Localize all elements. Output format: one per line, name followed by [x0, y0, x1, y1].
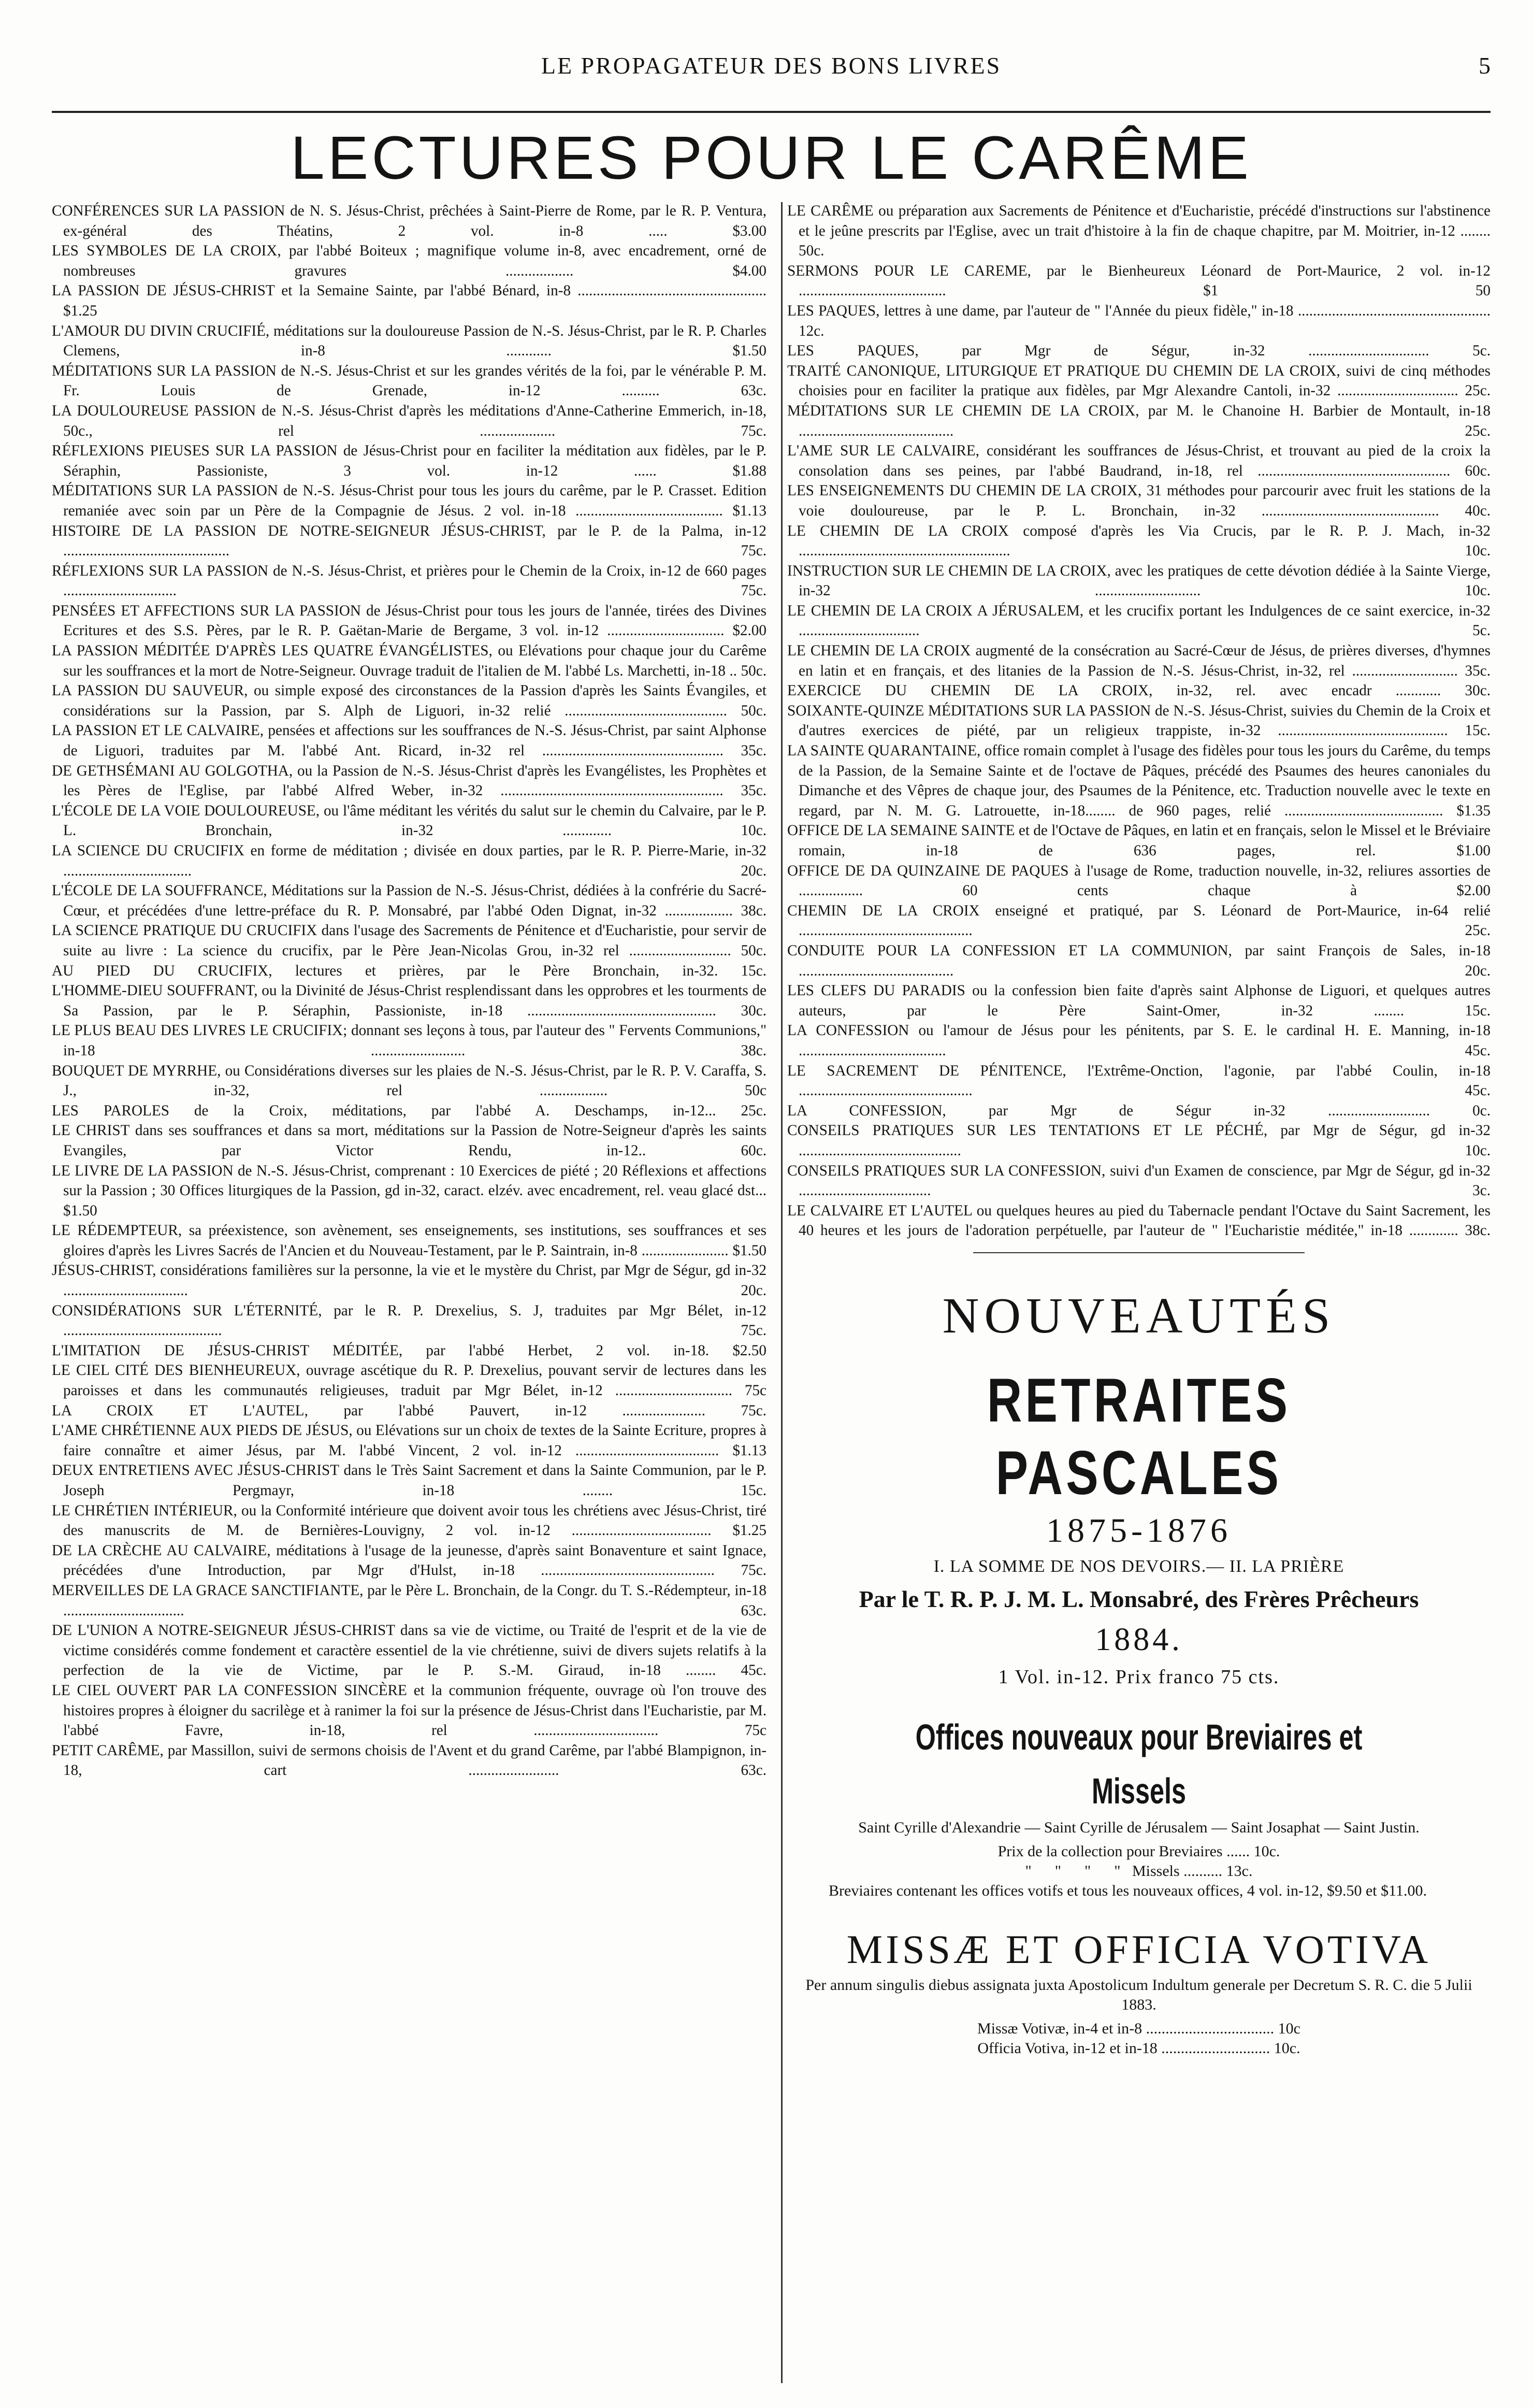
right-column-entry: OFFICE DE LA SEMAINE SAINTE et de l'Octave de Pâques, en latin et en français, selon le Missel et le Bréviaire romain, in-18 de 636 pages, rel. $1.00 [787, 822, 1491, 859]
right-column-entry: LE CALVAIRE ET L'AUTEL ou quelques heures au pied du Tabernacle pendant l'Octave du Saint Sacrement, les 40 heures et les jours de l'adoration perpétuelle, par l'auteur de " l'Eucharistie méditée," in-18 ............. 38c. [787, 1202, 1491, 1239]
left-column-entry: BOUQUET DE MYRRHE, ou Considérations diverses sur les plaies de N.-S. Jésus-Christ, par le R. P. V. Caraffa, S. J., in-32, rel .................. 50c [52, 1062, 766, 1099]
left-column-entry: LA SCIENCE PRATIQUE DU CRUCIFIX dans l'usage des Sacrements de Pénitence et d'Eucharistie, pour servir de suite au livre : La science du crucifix, par le Père Jean-Nicolas Grou, in-32 rel ........................... 50c. [52, 922, 766, 959]
left-column-entry: DE GETHSÉMANI AU GOLGOTHA, ou la Passion de N.-S. Jésus-Christ d'après les Evangélistes, les Prophètes et les Pères de l'Eglise, par l'abbé Alfred Weber, in-32 ........................................................... 35c. [52, 762, 766, 799]
left-column-entry: LA SCIENCE DU CRUCIFIX en forme de méditation ; divisée en doux parties, par le R. P. Pierre-Marie, in-32 .................................. 20c. [52, 842, 766, 879]
right-entries [787, 201, 1491, 1241]
right-column-entry: LE CHEMIN DE LA CROIX A JÉRUSALEM, et les crucifix portant les Indulgences de ce saint exercice, in-32 ................................ 5c. [787, 602, 1491, 639]
right-column-entry: TRAITÉ CANONIQUE, LITURGIQUE ET PRATIQUE DU CHEMIN DE LA CROIX, suivi de cinq méthodes choisies pour en faciliter la pratique aux fidèles, par Mgr Alexandre Cantoli, in-32 ................................ 25c. [787, 362, 1491, 399]
left-column-entry: LA DOULOUREUSE PASSION de N.-S. Jésus-Christ d'après les méditations d'Anne-Catherine Emmerich, in-18, 50c., rel .................... 75c. [52, 402, 766, 439]
separator-rule [973, 1252, 1305, 1253]
left-column-entry: MÉDITATIONS SUR LA PASSION de N.-S. Jésus-Christ et sur les grandes vérités de la foi, par le vénérable P. M. Fr. Louis de Grenade, in-12 .......... 63c. [52, 362, 766, 399]
retraites-years: 1875-1876 [1046, 1511, 1232, 1550]
left-column-entry: L'AME CHRÉTIENNE AUX PIEDS DE JÉSUS, ou Elévations sur un choix de textes de la Sainte Ecriture, propres à faire connaître et aimer Jésus, par M. l'abbé Vincent, 2 vol. in-12 ...................................... $1.13 [52, 1422, 766, 1459]
right-column-entry: L'AME SUR LE CALVAIRE, considérant les souffrances de Jésus-Christ, et trouvant au pied de la croix la consolation dans ses peines, par l'abbé Baudrand, in-18, rel ................................................... 60c. [787, 442, 1491, 479]
offices-price-breviaires: Prix de la collection pour Breviaires ...... 10c. [997, 1842, 1280, 1860]
left-column-entry: CONSIDÉRATIONS SUR L'ÉTERNITÉ, par le R. P. Drexelius, S. J, traduites par Mgr Bélet, in-12 .......................................... 75c. [52, 1302, 766, 1339]
left-column-entry: LE CIEL OUVERT PAR LA CONFESSION SINCÈRE et la communion fréquente, ouvrage où l'on trouve des histoires propres à éloigner du sacrilège et à ranimer la foi sur la présence de Jésus-Christ dans l'Eucharistie, par M. l'abbé Favre, in-18, rel ................................. 75c [52, 1682, 766, 1739]
left-column-entry: LE CIEL CITÉ DES BIENHEUREUX, ouvrage ascétique du R. P. Drexelius, pouvant servir de lectures dans les paroisses et dans les communautés religieuses, traduit par Mgr Bélet, in-12 ............................... 75c [52, 1362, 766, 1399]
offices-saints: Saint Cyrille d'Alexandrie — Saint Cyrille de Jérusalem — Saint Josaphat — Saint Justin. [858, 1818, 1420, 1836]
left-column-entry: JÉSUS-CHRIST, considérations familières sur la personne, la vie et le mystère du Christ, par Mgr de Ségur, gd in-32 ................................. 20c. [52, 1262, 766, 1299]
left-column-entry: PENSÉES ET AFFECTIONS SUR LA PASSION de Jésus-Christ pour tous les jours de l'année, tirées des Divines Ecritures et des S.S. Pères, par le R. P. Gaëtan-Marie de Bergame, 3 vol. in-12 ............................... $2.00 [52, 602, 766, 639]
left-column-entry: LA CROIX ET L'AUTEL, par l'abbé Pauvert, in-12 ...................... 75c. [52, 1402, 766, 1419]
running-title: LE PROPAGATEUR DES BONS LIVRES [541, 52, 1002, 79]
retraites-parts: I. LA SOMME DE NOS DEVOIRS.— II. LA PRIÈRE [933, 1556, 1344, 1576]
left-column-entry: LA PASSION MÉDITÉE D'APRÈS LES QUATRE ÉVANGÉLISTES, ou Elévations pour chaque jour du Carême sur les souffrances et la mort de Notre-Seigneur. Ouvrage traduit de l'italien de M. l'abbé Ls. Marchetti, in-18 .. 50c. [52, 642, 766, 679]
right-column-entry: LES CLEFS DU PARADIS ou la confession bien faite d'après saint Alphonse de Liguori, et quelques autres auteurs, par le Père Saint-Omer, in-32 ........ 15c. [787, 982, 1491, 1019]
right-column-entry: LE CARÊME ou préparation aux Sacrements de Pénitence et d'Eucharistie, précédé d'instructions sur l'abstinence et le jeûne prescrits par l'Eglise, avec un trait d'histoire à la fin de chaque chapitre, par M. Moitrier, in-12 ........ 50c. [787, 203, 1491, 260]
right-column-entry: EXERCICE DU CHEMIN DE LA CROIX, in-32, rel. avec encadr ............ 30c. [787, 682, 1491, 699]
page-number: 5 [1479, 52, 1491, 79]
right-column-entry: INSTRUCTION SUR LE CHEMIN DE LA CROIX, avec les pratiques de cette dévotion dédiée à la Sainte Vierge, in-32 ............................ 10c. [787, 562, 1491, 599]
right-column-entry: CONDUITE POUR LA CONFESSION ET LA COMMUNION, par saint François de Sales, in-18 ......................................... 20c. [787, 942, 1491, 979]
left-column-entry: LES SYMBOLES DE LA CROIX, par l'abbé Boiteux ; magnifique volume in-8, avec encadrement, orné de nombreuses gravures .................. $4.00 [52, 242, 766, 279]
missae-heading: MISSÆ ET OFFICIA VOTIVA [846, 1926, 1431, 1972]
column-divider [781, 202, 783, 2383]
left-column-entry: DE LA CRÈCHE AU CALVAIRE, méditations à l'usage de la jeunesse, d'après saint Bonaventure et saint Ignace, précédées d'une Introduction, par Mgr d'Hulst, in-18 .............................................. 75c. [52, 1542, 766, 1579]
retraites-volume-price: 1 Vol. in-12. Prix franco 75 cts. [998, 1666, 1280, 1688]
retraites-title: RETRAITES PASCALES [987, 1365, 1291, 1508]
left-column-entry: CONFÉRENCES SUR LA PASSION de N. S. Jésus-Christ, prêchées à Saint-Pierre de Rome, par le R. P. Ventura, ex-général des Théatins, 2 vol. in-8 ..... $3.00 [52, 203, 766, 239]
left-column-entry: LA PASSION DE JÉSUS-CHRIST et la Semaine Sainte, par l'abbé Bénard, in-8 .................................................. $1.25 [52, 282, 766, 319]
left-column-entry: L'HOMME-DIEU SOUFFRANT, ou la Divinité de Jésus-Christ resplendissant dans les opprobres et les tourments de Sa Passion, par le P. Séraphin, Passioniste, in-18 .................................................. 30c. [52, 982, 766, 1019]
left-column-entry: MÉDITATIONS SUR LA PASSION de N.-S. Jésus-Christ pour tous les jours du carême, par le P. Crasset. Edition remaniée avec soin par un Père de la Compagnie de Jésus. 2 vol. in-18 ....................................... $1.13 [52, 482, 766, 519]
right-column-entry: LA SAINTE QUARANTAINE, office romain complet à l'usage des fidèles pour tous les jours du Carême, du temps de la Passion, de la Semaine Sainte et de l'octave de Pâques, précédé des Psaumes des heures canoniales du Dimanche et des Vêpres de chaque jour, des Psaumes de la Pénitence, etc. Traduction nouvelle avec le texte en regard, par N. M. G. Latrouette, in-18........ de 960 pages, relié .......................................... $1.35 [787, 742, 1491, 819]
left-column-entry: DEUX ENTRETIENS AVEC JÉSUS-CHRIST dans le Très Saint Sacrement et dans la Sainte Communion, par le P. Joseph Pergmayr, in-18 ........ 15c. [52, 1462, 766, 1499]
left-column-entry: DE L'UNION A NOTRE-SEIGNEUR JÉSUS-CHRIST dans sa vie de victime, ou Traité de l'esprit et de la vie de victime considérés comme fondement et caractère essentiel de la vie chrétienne, suivi de divers sujets relatifs à la perfection de la vie de Victime, par le P. S.-M. Giraud, in-18 ........ 45c. [52, 1622, 766, 1679]
page-header [52, 50, 1491, 82]
left-column-entry: L'ÉCOLE DE LA SOUFFRANCE, Méditations sur la Passion de N.-S. Jésus-Christ, dédiées à la confrérie du Sacré-Cœur, et précédées d'une lettre-préface du R. P. Monsabré, par l'abbé Oden Dignat, in-32 .................. 38c. [52, 882, 766, 919]
right-column-entry: CHEMIN DE LA CROIX enseigné et pratiqué, par S. Léonard de Port-Maurice, in-64 relié .............................................. 25c. [787, 902, 1491, 939]
right-column-entry: LA CONFESSION ou l'amour de Jésus pour les pénitents, par S. E. le cardinal H. E. Manning, in-18 ....................................... 45c. [787, 1022, 1491, 1059]
right-column-entry: LA CONFESSION, par Mgr de Ségur in-32 ........................... 0c. [787, 1102, 1491, 1119]
right-column-entry: LE SACREMENT DE PÉNITENCE, l'Extrême-Onction, l'agonie, par l'abbé Coulin, in-18 .............................................. 45c. [787, 1062, 1491, 1099]
left-column-entry: HISTOIRE DE LA PASSION DE NOTRE-SEIGNEUR JÉSUS-CHRIST, par le P. de la Palma, in-12 ............................................ 75c. [52, 522, 766, 560]
left-column-entry: LE LIVRE DE LA PASSION de N.-S. Jésus-Christ, comprenant : 10 Exercices de piété ; 20 Réflexions et affections sur la Passion ; 30 Offices liturgiques de la Passion, gd in-32, caract. elzév. avec encadrement, rel. veau glacé dst... $1.50 [52, 1162, 766, 1219]
offices-heading: Offices nouveaux pour Breviaires et Missels [915, 1716, 1363, 1811]
left-column [52, 201, 766, 1781]
left-column-entry: LES PAROLES de la Croix, méditations, par l'abbé A. Deschamps, in-12... 25c. [52, 1102, 766, 1119]
right-column-entry: MÉDITATIONS SUR LE CHEMIN DE LA CROIX, par M. le Chanoine H. Barbier de Montault, in-18 ......................................... 25c. [787, 402, 1491, 439]
left-column-entry: LA PASSION DU SAUVEUR, ou simple exposé des circonstances de la Passion d'après les Saints Évangiles, et considérations sur la Passion, par S. Alph de Liguori, in-32 relié ........................................... 50c. [52, 682, 766, 719]
right-column-entry: CONSEILS PRATIQUES SUR LA CONFESSION, suivi d'un Examen de conscience, par Mgr de Ségur, gd in-32 ................................... 3c. [787, 1162, 1491, 1199]
right-column-entry: OFFICE DE DA QUINZAINE DE PAQUES à l'usage de Rome, traduction nouvelle, in-32, reliures assorties de ................. 60 cents chaque à $2.00 [787, 862, 1491, 899]
right-column-entry: SERMONS POUR LE CAREME, par le Bienheureux Léonard de Port-Maurice, 2 vol. in-12 ....................................... $1 50 [787, 262, 1491, 299]
right-column-entry: LE CHEMIN DE LA CROIX composé d'après les Via Crucis, par le R. P. J. Mach, in-32 ........................................................ 10c. [787, 522, 1491, 560]
missae-text: Per annum singulis diebus assignata juxta Apostolicum Indultum generale per Decretum S. R. C. die 5 Julii 1883. [805, 1976, 1472, 2013]
left-column-entry: LE PLUS BEAU DES LIVRES LE CRUCIFIX; donnant ses leçons à tous, par l'auteur des " Fervents Communions," in-18 ......................... 38c. [52, 1022, 766, 1059]
right-column-entry: CONSEILS PRATIQUES SUR LES TENTATIONS ET LE PÉCHÉ, par Mgr de Ségur, gd in-32 ........................................... 10c. [787, 1122, 1491, 1159]
missae-price-votivae: Missæ Votivæ, in-4 et in-8 ................................. 10c [977, 2019, 1300, 2037]
right-column [787, 201, 1491, 2058]
left-column-entry: MERVEILLES DE LA GRACE SANCTIFIANTE, par le Père L. Bronchain, de la Congr. du T. S.-Rédempteur, in-18 ................................ 63c. [52, 1582, 766, 1619]
retraites-year: 1884. [1095, 1622, 1183, 1657]
offices-note: Breviaires contenant les offices votifs et tous les nouveaux offices, 4 vol. in-12, $9.50 et $11.00. [829, 1882, 1427, 1899]
left-column-entry: PETIT CARÊME, par Massillon, suivi de sermons choisis de l'Avent et du grand Carême, par l'abbé Blampignon, in-18, cart ........................ 63c. [52, 1742, 766, 1779]
left-column-entry: AU PIED DU CRUCIFIX, lectures et prières, par le Père Bronchain, in-32. 15c. [52, 962, 766, 979]
retraites-author: Par le T. R. P. J. M. L. Monsabré, des Frères Prêcheurs [859, 1585, 1419, 1612]
header-rule [52, 111, 1491, 113]
nouveautes-heading: NOUVEAUTÉS [942, 1287, 1336, 1344]
left-column-entry: LE CHRÉTIEN INTÉRIEUR, ou la Conformité intérieure que doivent avoir tous les chrétiens avec Jésus-Christ, tiré des manuscrits de M. de Bernières-Louvigny, 2 vol. in-12 ..................................... $1.25 [52, 1502, 766, 1539]
offices-price-missels: " " " " Missels .......... 13c. [1025, 1862, 1253, 1880]
left-column-entry: L'IMITATION DE JÉSUS-CHRIST MÉDITÉE, par l'abbé Herbet, 2 vol. in-18. $2.50 [52, 1342, 766, 1359]
left-column-entry: LA PASSION ET LE CALVAIRE, pensées et affections sur les souffrances de N.-S. Jésus-Christ, par saint Alphonse de Liguori, traduites par M. l'abbé Ant. Ricard, in-32 rel ................................................ 35c. [52, 722, 766, 759]
left-column-entry: L'AMOUR DU DIVIN CRUCIFIÉ, méditations sur la douloureuse Passion de N.-S. Jésus-Christ, par le R. P. Charles Clemens, in-8 ............ $1.50 [52, 322, 766, 360]
left-column-entry: RÉFLEXIONS PIEUSES SUR LA PASSION de Jésus-Christ pour en faciliter la méditation aux fidèles, par le P. Séraphin, Passioniste, 3 vol. in-12 ...... $1.88 [52, 442, 766, 479]
right-column-entry: LE CHEMIN DE LA CROIX augmenté de la consécration au Sacré-Cœur de Jésus, de prières diverses, d'hymnes en latin et en français, et des litanies de la Passion de N.-S. Jésus-Christ, in-32, rel ............................ 35c. [787, 642, 1491, 679]
officia-price-votiva: Officia Votiva, in-12 et in-18 ............................ 10c. [977, 2039, 1300, 2057]
right-column-entry: SOIXANTE-QUINZE MÉDITATIONS SUR LA PASSION de N.-S. Jésus-Christ, suivies du Chemin de la Croix et d'autres exercices de piété, par un religieux trappiste, in-32 ............................................. 15c. [787, 702, 1491, 739]
right-column-entry: LES PAQUES, lettres à une dame, par l'auteur de " l'Année du pieux fidèle," in-18 ................................................... 12c. [787, 302, 1491, 339]
right-column-entry: LES PAQUES, par Mgr de Ségur, in-32 ................................ 5c. [787, 342, 1491, 360]
right-column-entry: LES ENSEIGNEMENTS DU CHEMIN DE LA CROIX, 31 méthodes pour parcourir avec fruit les stations de la voie douloureuse, par le P. L. Bronchain, in-32 ............................................... 40c. [787, 482, 1491, 519]
left-column-entry: L'ÉCOLE DE LA VOIE DOULOUREUSE, ou l'âme méditant les vérités du salut sur le chemin du Calvaire, par le P. L. Bronchain, in-32 ............. 10c. [52, 802, 766, 839]
section-title: LECTURES POUR LE CARÊME [291, 124, 1252, 192]
left-column-entry: LE CHRIST dans ses souffrances et dans sa mort, méditations sur la Passion de Notre-Seigneur d'après les saints Evangiles, par Victor Rendu, in-12.. 60c. [52, 1122, 766, 1159]
left-column-entry: LE RÉDEMPTEUR, sa préexistence, son avènement, ses enseignements, ses institutions, ses souffrances et ses gloires d'après les Livres Sacrés de l'Ancien et du Nouveau-Testament, par le P. Saintrain, in-8 ....................... $1.50 [52, 1222, 766, 1259]
left-column-entry: RÉFLEXIONS SUR LA PASSION de N.-S. Jésus-Christ, et prières pour le Chemin de la Croix, in-12 de 660 pages .............................. 75c. [52, 562, 766, 599]
